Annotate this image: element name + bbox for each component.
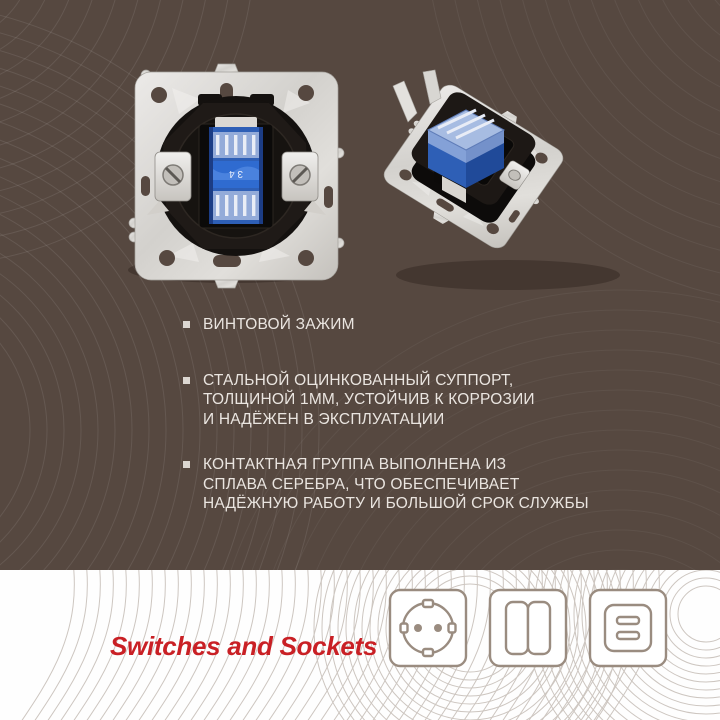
bullet-square-icon bbox=[183, 321, 190, 328]
usb-socket-icon bbox=[588, 588, 668, 668]
product-photo-rear-view bbox=[110, 58, 345, 290]
feature-text: КОНТАКТНАЯ ГРУППА ВЫПОЛНЕНА ИЗ bbox=[203, 456, 507, 473]
feature-text: СТАЛЬНОЙ ОЦИНКОВАННЫЙ СУППОРТ, bbox=[203, 371, 514, 389]
shadow bbox=[396, 260, 620, 290]
jack-pair-label: 3 4 bbox=[229, 168, 243, 179]
brand-tagline: Switches and Sockets bbox=[110, 631, 378, 661]
schuko-socket-icon bbox=[388, 588, 468, 668]
feature-text: СПЛАВА СЕРЕБРА, ЧТО ОБЕСПЕЧИВАЕТ bbox=[203, 475, 520, 493]
double-rocker-switch-icon bbox=[488, 588, 568, 668]
keystone-jack bbox=[209, 117, 263, 224]
feature-text: НАДЁЖНУЮ РАБОТУ И БОЛЬШОЙ СРОК СЛУЖБЫ bbox=[203, 495, 589, 512]
feature-item-screw-clamp bbox=[183, 315, 589, 335]
feature-item-contact-group bbox=[183, 455, 589, 514]
feature-text: ВИНТОВОЙ ЗАЖИМ bbox=[203, 316, 355, 333]
bullet-square-icon bbox=[183, 461, 190, 468]
feature-text: И НАДЁЖЕН В ЭКСПЛУАТАЦИИ bbox=[203, 410, 445, 428]
ethernet-socket-mechanism-rear-icon bbox=[110, 58, 345, 290]
product-photo-angled-view bbox=[368, 60, 648, 305]
feature-text: ТОЛЩИНОЙ 1ММ, УСТОЙЧИВ К КОРРОЗИИ bbox=[203, 391, 535, 408]
bullet-square-icon bbox=[183, 377, 190, 384]
feature-list bbox=[183, 315, 589, 514]
ethernet-socket-mechanism-angled-icon bbox=[368, 60, 648, 305]
feature-item-steel-support bbox=[183, 371, 589, 430]
product-category-icons bbox=[388, 588, 668, 668]
